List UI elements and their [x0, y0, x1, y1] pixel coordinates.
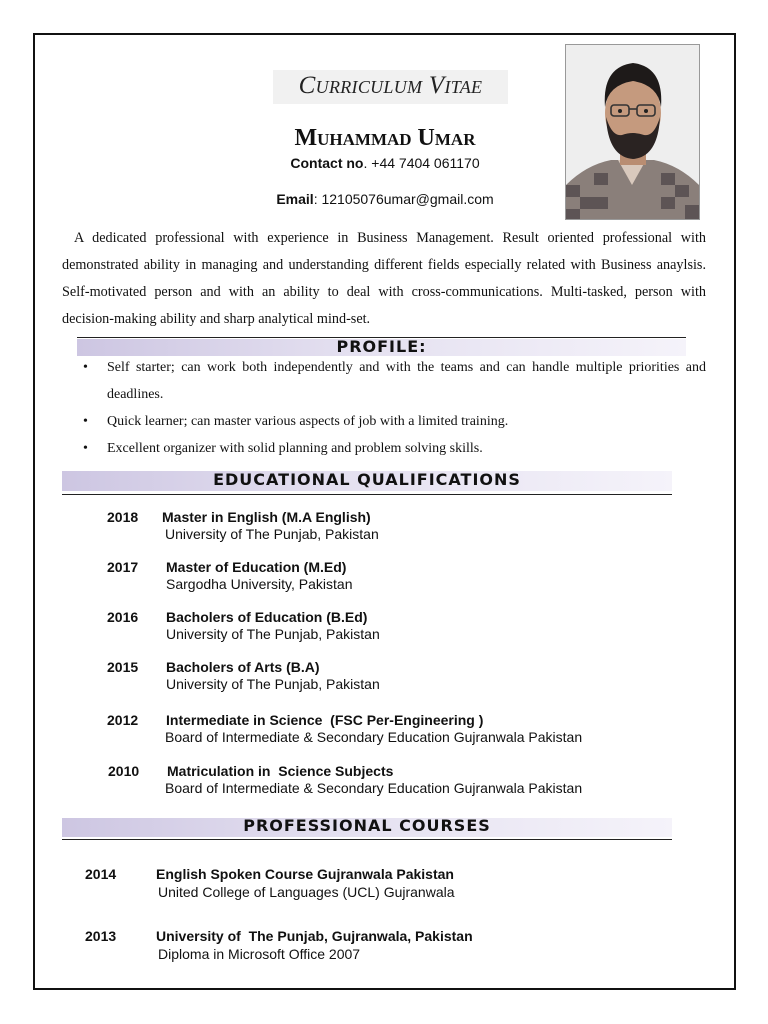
contact-value: . +44 7404 061170 [363, 155, 480, 171]
education-heading: EDUCATIONAL QUALIFICATIONS [213, 470, 521, 489]
education-degree: Bacholers of Arts (B.A) [166, 659, 320, 675]
education-institution: University of The Punjab, Pakistan [165, 526, 379, 542]
education-degree: Master of Education (M.Ed) [166, 559, 347, 575]
courses-rule [62, 839, 672, 840]
profile-photo [565, 44, 700, 220]
profile-item: • Quick learner; can master various aspects of job with a limited training. [107, 408, 706, 435]
email-line [200, 191, 570, 207]
education-year: 2012 [107, 712, 139, 728]
profile-heading: PROFILE: [336, 337, 427, 356]
education-degree: Matriculation in Science Subjects [167, 763, 394, 779]
education-year: 2010 [108, 763, 140, 779]
course-title: English Spoken Course Gujranwala Pakistan [156, 866, 454, 882]
education-degree: Master in English (M.A English) [162, 509, 371, 525]
candidate-name: Muhammad Umar [294, 125, 476, 151]
education-year: 2016 [107, 609, 139, 625]
education-degree: Bacholers of Education (B.Ed) [166, 609, 368, 625]
education-rule [62, 494, 672, 495]
profile-list [107, 354, 706, 462]
course-year: 2014 [85, 866, 117, 882]
education-year: 2015 [107, 659, 139, 675]
contact-line [230, 155, 540, 171]
education-institution: Board of Intermediate & Secondary Education Gujranwala Pakistan [165, 729, 583, 745]
course-institution: Diploma in Microsoft Office 2007 [158, 946, 361, 962]
email-value: : 12105076umar@gmail.com [313, 191, 494, 207]
education-institution: Board of Intermediate & Secondary Education Gujranwala Pakistan [165, 780, 583, 796]
course-institution: United College of Languages (UCL) Gujranwala [158, 884, 455, 900]
profile-item: • Excellent organizer with solid planning and problem solving skills. [107, 435, 706, 462]
contact-label: Contact no [290, 155, 364, 171]
education-institution: University of The Punjab, Pakistan [166, 626, 380, 642]
courses-heading: PROFESSIONAL COURSES [243, 816, 491, 835]
portrait-illustration [566, 45, 699, 219]
email-label: Email [276, 191, 314, 207]
summary-paragraph: A dedicated professional with experience in Business Management. Result oriented professional with demonstrated ability in managing and understanding different fields especially related with Business anaylsis. Self-motivated person and with an ability to deal with cross-communications. Multi-tasked, person with decision-making ability and sharp analytical mind-set. [62, 230, 706, 327]
cv-title: Curriculum Vitae [298, 72, 483, 99]
education-year: 2018 [107, 509, 139, 525]
profile-item: • Self starter; can work both independently and with the teams and can handle multiple priorities and deadlines. [107, 354, 706, 408]
education-year: 2017 [107, 559, 139, 575]
education-degree: Intermediate in Science (FSC Per-Engineering ) [166, 712, 484, 728]
course-year: 2013 [85, 928, 117, 944]
education-institution: University of The Punjab, Pakistan [166, 676, 380, 692]
education-institution: Sargodha University, Pakistan [166, 576, 353, 592]
course-title: University of The Punjab, Gujranwala, Pakistan [156, 928, 473, 944]
